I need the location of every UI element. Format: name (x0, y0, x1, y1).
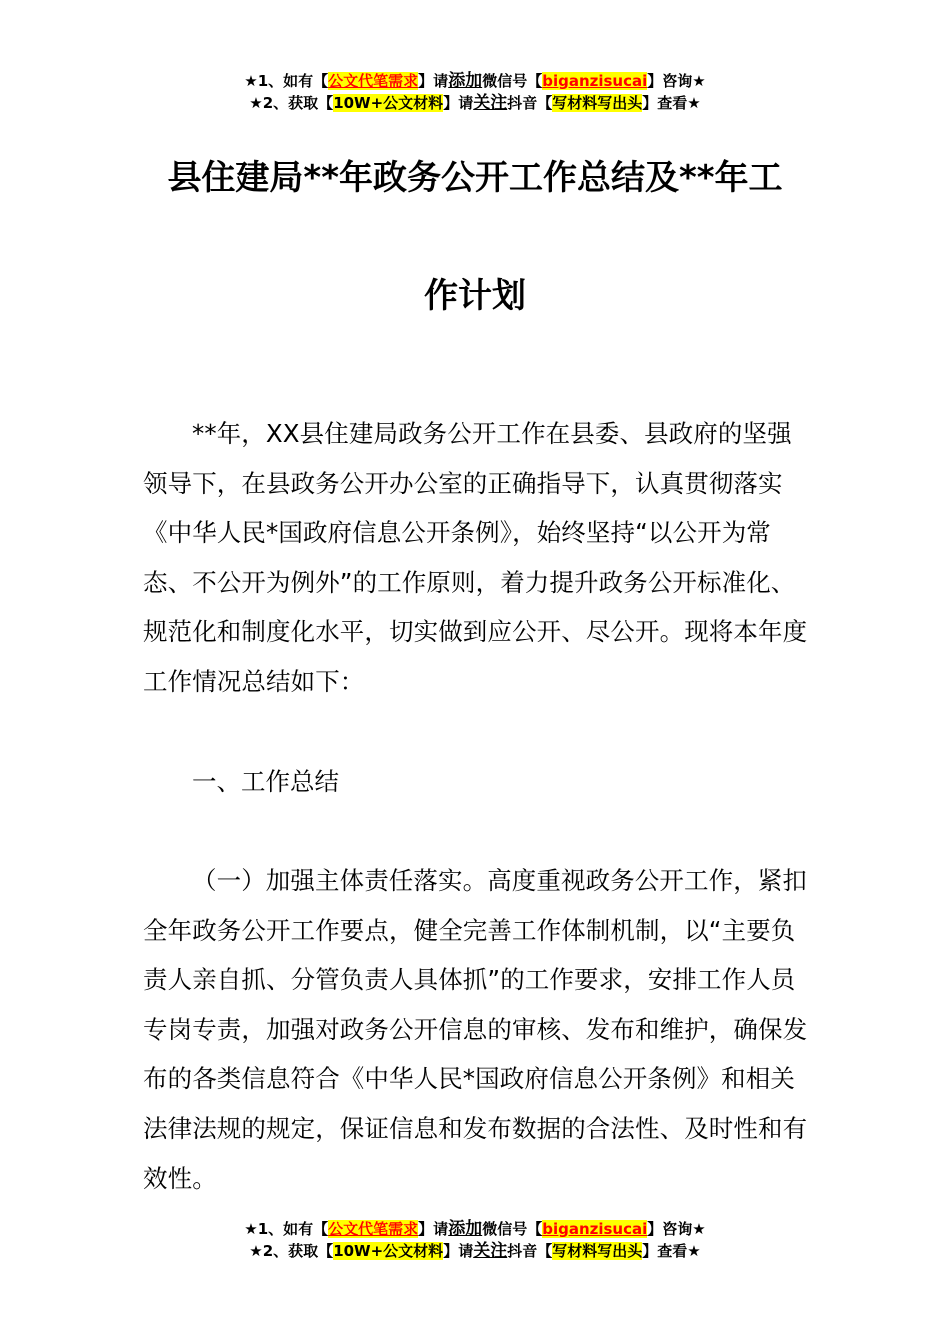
banner-line-2 (0, 1240, 950, 1262)
bottom-banner (0, 1218, 950, 1262)
banner-emphasis: 关注 (473, 1241, 508, 1261)
banner-text: 】查看★ (642, 1242, 701, 1260)
banner-highlight-wechat-id: biganzisucai (542, 72, 648, 90)
intro-paragraph: **年，XX县住建局政务公开工作在县委、县政府的坚强领导下，在县政务公开办公室的正确指导下，认真贯彻落实《中华人民*国政府信息公开条例》，始终坚持“以公开为常态、不公开为例外”的工作原则，着力提升政务公开标准化、规范化和制度化水平，切实做到应公开、尽公开。现将本年度工作情况总结如下： (143, 419, 808, 696)
document-title-line-2: 作计划 (424, 276, 526, 316)
banner-text: ★1、如有【 (244, 1220, 329, 1238)
banner-highlight-douyin: 写材料写出头 (552, 94, 643, 112)
banner-text: 】请 (443, 94, 474, 112)
section-paragraph: （一）加强主体责任落实。高度重视政务公开工作，紧扣全年政务公开工作要点，健全完善工作体制机制，以“主要负责人亲自抓、分管负责人具体抓”的工作要求，安排工作人员专岗专责，加强对政务公开信息的审核、发布和维护，确保发布的各类信息符合《中华人民*国政府信息公开条例》和相关法律法规的规定，保证信息和发布数据的合法性、及时性和有效性。 (143, 866, 808, 1193)
banner-emphasis: 添加 (448, 71, 483, 91)
banner-text: 抖音【 (507, 1242, 553, 1260)
top-banner (0, 70, 950, 114)
section-heading: 一、工作总结 (192, 767, 339, 796)
banner-text: ★2、获取【 (249, 94, 334, 112)
banner-text: 】咨询★ (647, 72, 706, 90)
banner-text: ★2、获取【 (249, 1242, 334, 1260)
banner-text: 抖音【 (507, 94, 553, 112)
banner-highlight-materials: 10W+公文材料 (333, 94, 444, 112)
banner-text: 】请 (418, 72, 449, 90)
banner-emphasis: 添加 (448, 1219, 483, 1239)
banner-emphasis: 关注 (473, 93, 508, 113)
banner-line-1 (0, 1218, 950, 1240)
banner-text: 】请 (418, 1220, 449, 1238)
banner-highlight-douyin: 写材料写出头 (552, 1242, 643, 1260)
banner-text: 微信号【 (482, 1220, 543, 1238)
banner-text: ★1、如有【 (244, 72, 329, 90)
banner-highlight-service: 公文代笔需求 (328, 72, 419, 90)
banner-text: 】请 (443, 1242, 474, 1260)
banner-text: 】咨询★ (647, 1220, 706, 1238)
banner-highlight-service: 公文代笔需求 (328, 1220, 419, 1238)
banner-highlight-wechat-id: biganzisucai (542, 1220, 648, 1238)
banner-line-1 (0, 70, 950, 92)
banner-text: 】查看★ (642, 94, 701, 112)
banner-text: 微信号【 (482, 72, 543, 90)
banner-line-2 (0, 92, 950, 114)
document-title-line-1: 县住建局**年政务公开工作总结及**年工 (167, 158, 783, 198)
banner-highlight-materials: 10W+公文材料 (333, 1242, 444, 1260)
